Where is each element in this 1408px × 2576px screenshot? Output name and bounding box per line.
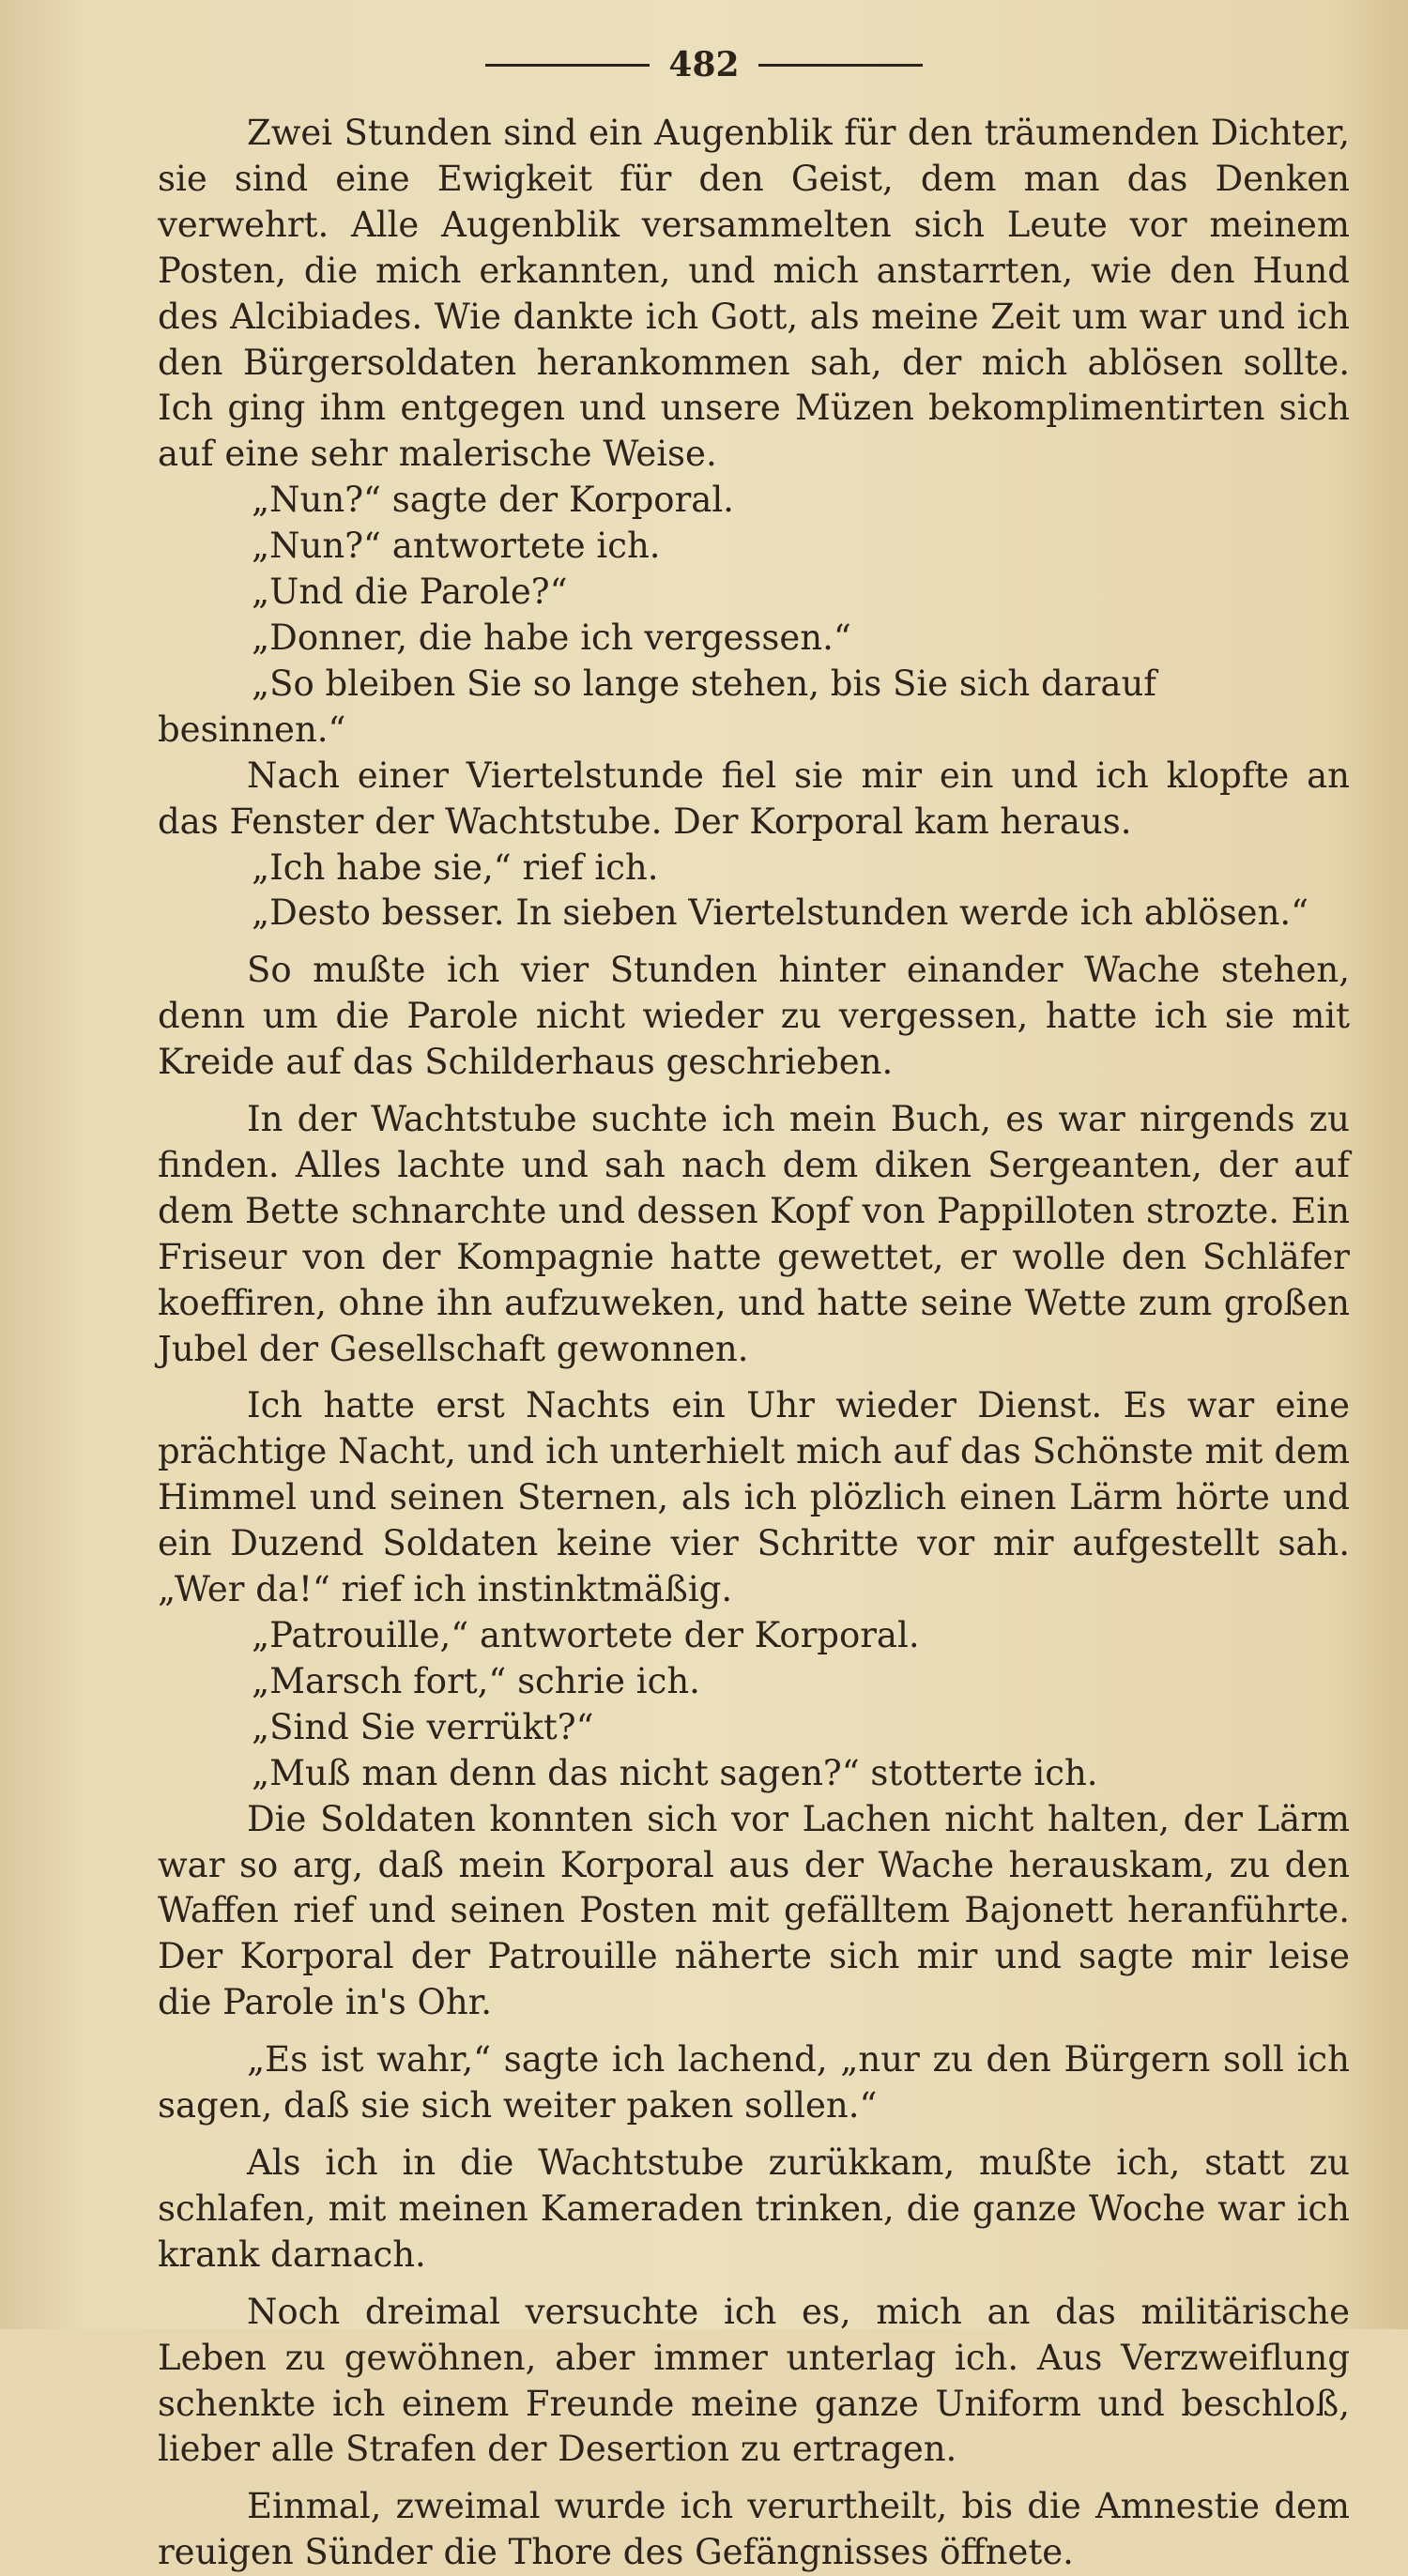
paragraph: Nach einer Viertelstunde fiel sie mir ein und ich klopfte an das Fenster der Wachtstube. Der Korporal kam heraus. xyxy=(158,755,1350,842)
header-rule-right xyxy=(758,64,923,67)
paragraph: Einmal, zweimal wurde ich verurtheilt, bis die Amnestie dem reuigen Sünder die Thore des Gefängnisses öffnete. xyxy=(158,2486,1350,2573)
dialogue-line: „Patrouille,“ antwortete der Korporal. xyxy=(252,1615,920,1655)
header-rule-left xyxy=(485,64,650,67)
dialogue-line: „Sind Sie verrükt?“ xyxy=(252,1706,594,1747)
paragraph: Noch dreimal versuchte ich es, mich an das militärische Leben zu gewöhnen, aber immer unterlag ich. Aus Verzweiflung schenkte ich einem Freunde meine ganze Uniform und beschloß, lieber alle Strafen der Desertion zu ertragen. xyxy=(158,2291,1350,2470)
paragraph: Die Soldaten konnten sich vor Lachen nicht halten, der Lärm war so arg, daß mein Korporal aus der Wache herauskam, zu den Waffen rief und seinen Posten mit gefälltem Bajonett heranführte. Der Korporal der Patrouille näherte sich mir und sagte mir leise die Parole in's Ohr. xyxy=(158,1798,1350,2023)
paragraph: Zwei Stunden sind ein Augenblik für den träumenden Dichter, sie sind eine Ewigkeit für den Geist, dem man das Denken verwehrt. Alle Augenblik versammelten sich Leute vor meinem Posten, die mich erkannten, und mich anstarrten, wie den Hund des Alcibiades. Wie dankte ich Gott, als meine Zeit um war und ich den Bürgersoldaten herankommen sah, der mich ablösen sollte. Ich ging ihm entgegen und unsere Müzen bekomplimentirten sich auf eine sehr malerische Weise. xyxy=(158,113,1350,475)
paragraph: So mußte ich vier Stunden hinter einander Wache stehen, denn um die Parole nicht wieder zu vergessen, hatte ich sie mit Kreide auf das Schilderhaus geschrieben. xyxy=(158,950,1350,1083)
dialogue-line: „Nun?“ antwortete ich. xyxy=(252,526,661,567)
paragraph: Ich hatte erst Nachts ein Uhr wieder Dienst. Es war eine prächtige Nacht, und ich unterhielt mich auf das Schönste mit dem Himmel und seinen Sternen, als ich plözlich einen Lärm hörte und ein Duzend Soldaten keine vier Schritte vor mir aufgestellt sah. „Wer da!“ rief ich instinktmäßig. xyxy=(158,1385,1350,1610)
paragraph: In der Wachtstube suchte ich mein Buch, es war nirgends zu finden. Alles lachte und sah nach dem diken Sergeanten, der auf dem Bette schnarchte und dessen Kopf von Pappilloten strozte. Ein Friseur von der Kompagnie hatte gewettet, er wolle den Schläfer koeffiren, ohne ihn aufzuweken, und hatte seine Wette zum großen Jubel der Gesellschaft gewonnen. xyxy=(158,1099,1350,1369)
dialogue-line: „Nun?“ sagte der Korporal. xyxy=(252,480,734,521)
dialogue-line: „Donner, die habe ich vergessen.“ xyxy=(252,617,851,658)
paragraph: Als ich in die Wachtstube zurükkam, mußte ich, statt zu schlafen, mit meinen Kameraden trinken, die ganze Woche war ich krank darnach. xyxy=(158,2142,1350,2275)
dialogue-line: „Ich habe sie,“ rief ich. xyxy=(252,846,659,888)
dialogue-line: „So bleiben Sie so lange stehen, bis Sie sich darauf besinnen.“ xyxy=(158,663,1156,750)
page-number: 482 xyxy=(668,45,740,84)
paragraph: „Es ist wahr,“ sagte ich lachend, „nur zu den Bürgern soll ich sagen, daß sie sich weiter paken sollen.“ xyxy=(158,2039,1350,2126)
body-text xyxy=(158,111,1350,2576)
dialogue-line: „Und die Parole?“ xyxy=(252,572,568,613)
dialogue-line: „Muß man denn das nicht sagen?“ stotterte ich. xyxy=(252,1752,1098,1793)
dialogue-line: „Marsch fort,“ schrie ich. xyxy=(252,1660,700,1701)
dialogue-line: „Desto besser. In sieben Viertelstunden werde ich ablösen.“ xyxy=(252,892,1309,934)
page-header xyxy=(0,45,1408,84)
